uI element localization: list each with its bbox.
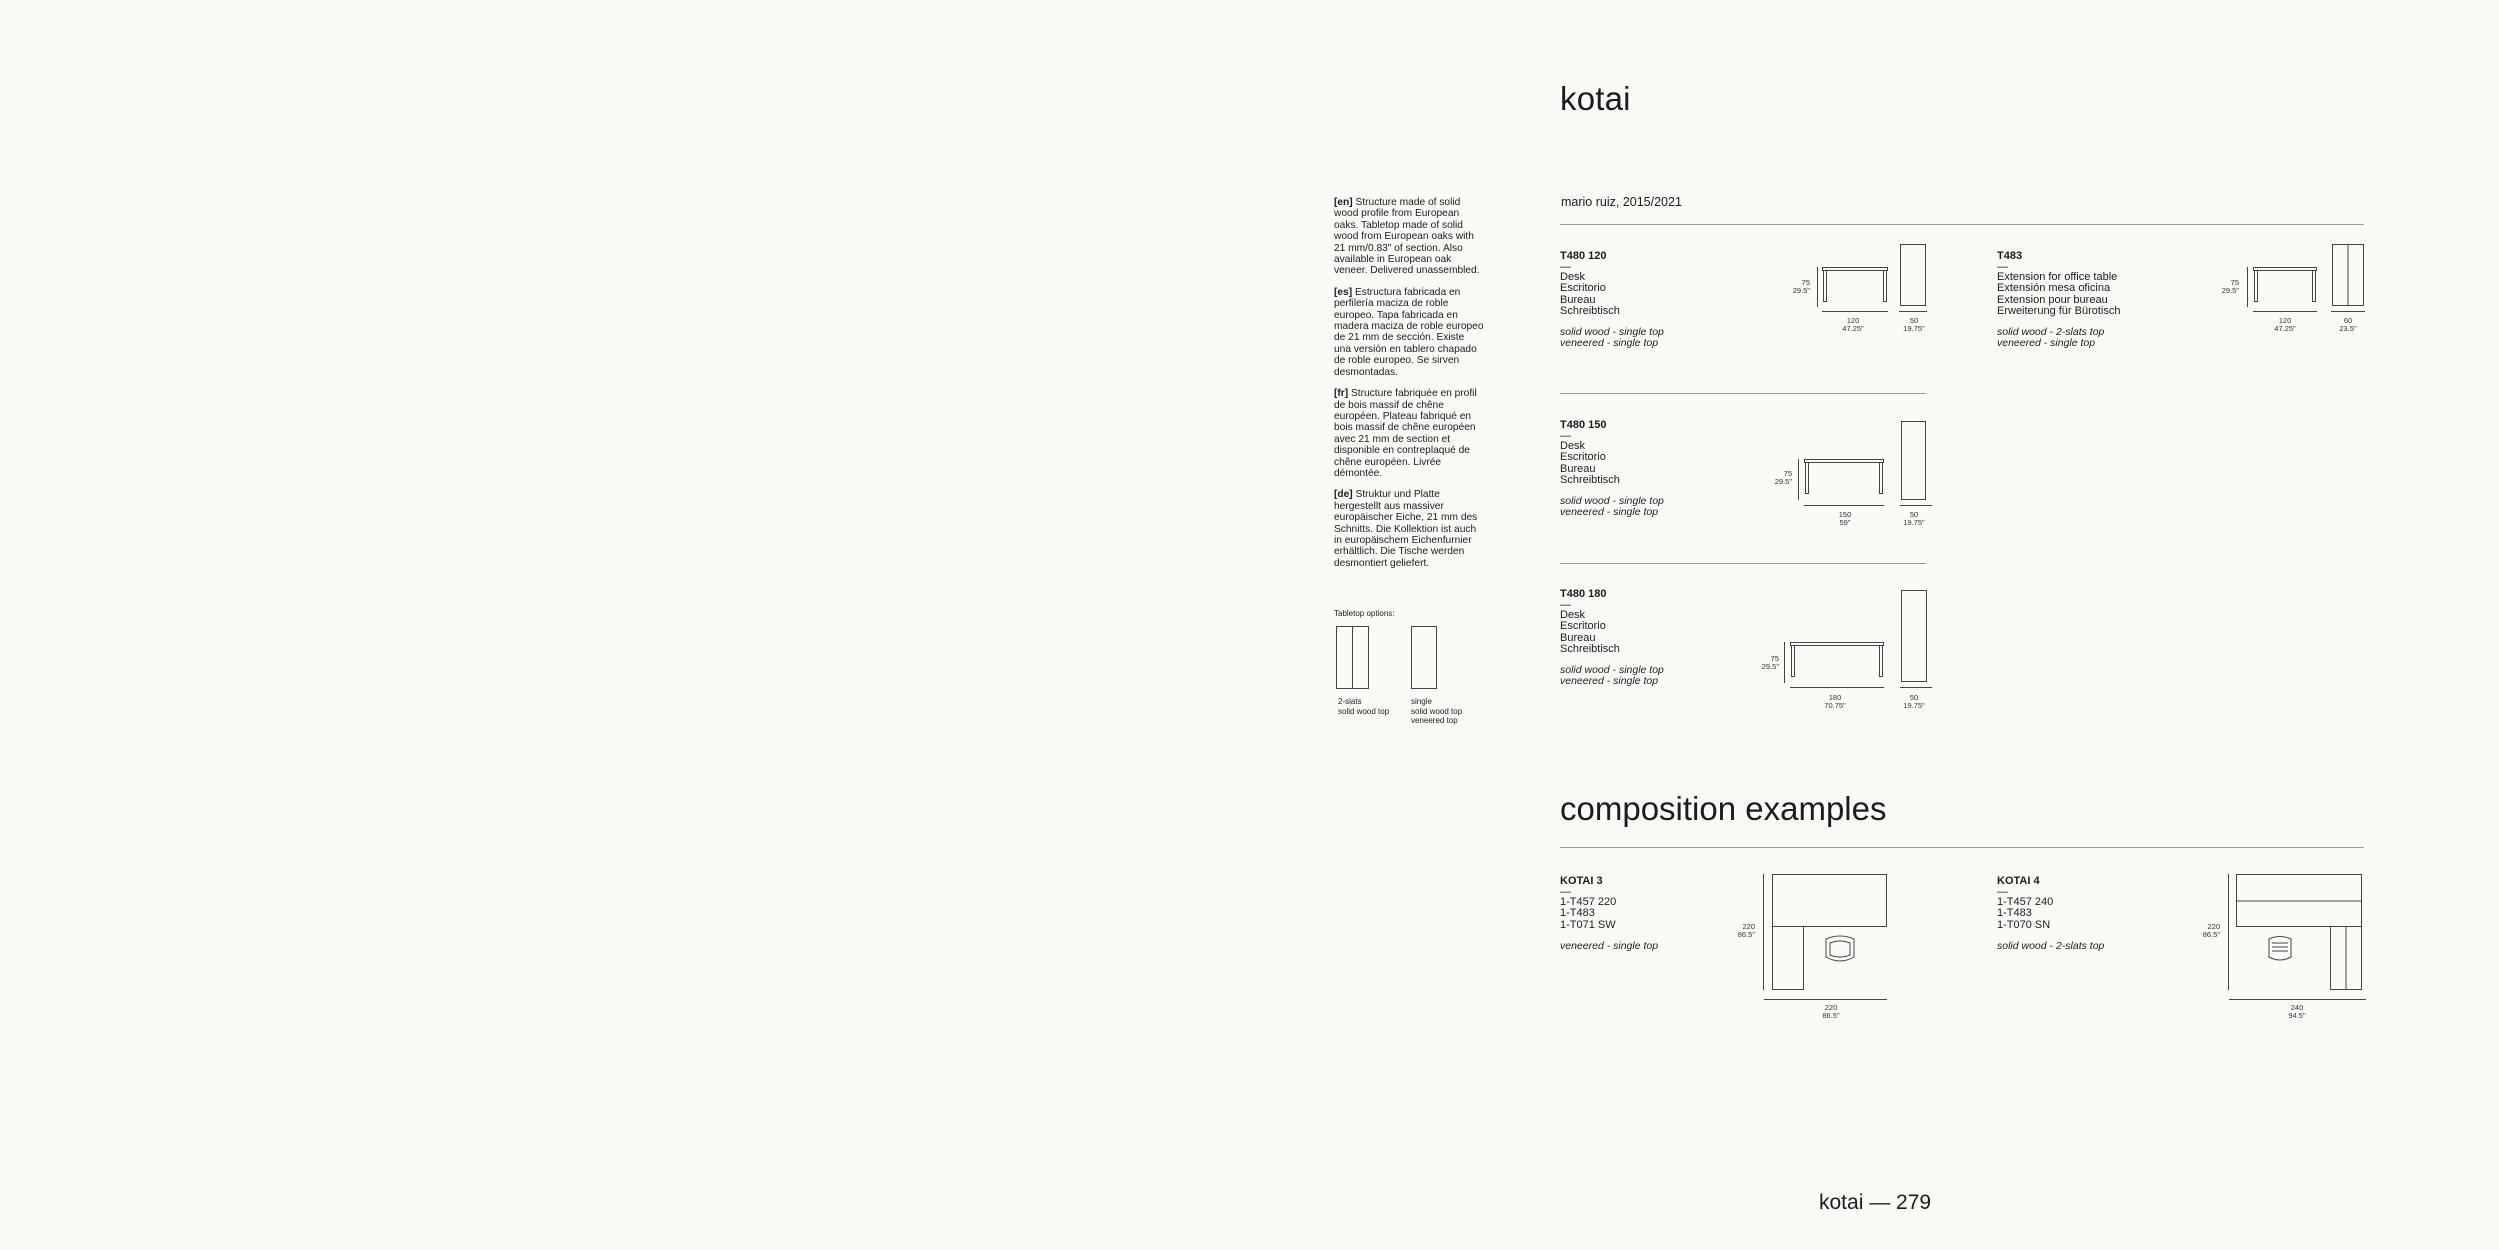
product-t480-150: T480 150 — Desk Escritorio Bureau Schreibtisch solid wood - single top veneered - single top — [1560, 419, 1664, 519]
description-es: [es] Estructura fabricada en perfilería maciza de roble europeo. Tapa fabricada en madera maciza de roble europeo de 21 mm de sección. Existe una versión en tablero chapado de roble europeo. Se sirven desmontadas. — [1334, 286, 1484, 378]
t483-height: 75 29.5" — [2221, 278, 2239, 295]
product-description — [1334, 197, 1484, 579]
t480-180-drawing — [1782, 590, 1937, 690]
t483-drawing — [2245, 244, 2370, 314]
product-t480-120: T480 120 — Desk Escritorio Bureau Schreibtisch solid wood - single top veneered - single top — [1560, 250, 1664, 350]
main-desk-top — [1773, 875, 1887, 927]
t480-120-depth: 50 19.75" — [1903, 316, 1925, 333]
page-title: kotai — [1560, 80, 1631, 117]
single-top-shape — [1412, 627, 1437, 689]
kotai-3-plan-drawing — [1760, 873, 1895, 1003]
kotai-3-width: 220 86.5" — [1822, 1003, 1840, 1020]
table-top-side — [1902, 422, 1926, 500]
tabletop-options-label: Tabletop options: — [1334, 609, 1395, 618]
chair-outline — [2269, 937, 2291, 961]
t480-120-height: 75 29.5" — [1792, 278, 1810, 295]
product-t483: T483 — Extension for office table Extensión mesa oficina Extension pour bureau Erweiterung für Bürotisch solid wood - 2-slats top veneered - single top — [1997, 250, 2121, 350]
table-top-side — [1901, 245, 1926, 306]
description-fr: [fr] Structure fabriquée en profil de bois massif de chêne européen. Plateau fabriqué en bois massif de chêne européen avec 21 mm de section et disponible en contreplaqué de chêne européen. Livrée démontée. — [1334, 388, 1477, 479]
t480-150-depth: 50 19.75" — [1903, 510, 1925, 527]
page-footer: kotai — 279 — [1819, 1191, 1932, 1214]
t480-120-drawing — [1815, 244, 1935, 314]
kotai-4-width: 240 94.5" — [2288, 1003, 2306, 1020]
chair-seat — [1830, 941, 1850, 957]
extension-top — [1773, 927, 1804, 990]
t480-150-height: 75 29.5" — [1774, 469, 1792, 486]
table-top-front — [1791, 643, 1884, 646]
table-leg-left — [1824, 271, 1827, 302]
table-top-front — [1805, 460, 1884, 463]
table-top-front — [1823, 268, 1888, 271]
table-leg-right — [1880, 646, 1883, 677]
section-divider — [1560, 563, 1926, 564]
t483-depth: 60 23.5" — [2339, 316, 2357, 333]
option-two-slats: 2-slats solid wood top — [1338, 697, 1390, 716]
section-divider — [1560, 393, 1926, 394]
table-leg-left — [1792, 646, 1795, 677]
designer-credit: mario ruiz, 2015/2021 — [1561, 195, 1682, 209]
t480-180-width: 180 70.75" — [1824, 693, 1846, 710]
table-leg-left — [1806, 463, 1809, 494]
kotai-4-plan-drawing — [2225, 873, 2370, 1003]
kotai-4-depth: 220 86.5" — [2202, 922, 2220, 939]
table-top-side — [1902, 591, 1927, 682]
header-divider — [1560, 224, 2364, 225]
extension-leg-left — [2255, 271, 2258, 302]
t480-150-width: 150 59" — [1838, 510, 1852, 527]
t480-150-drawing — [1796, 421, 1936, 509]
t483-width: 120 47.25" — [2274, 316, 2296, 333]
description-de: [de] Struktur und Platte hergestellt aus massiver europäischer Eiche, 21 mm des Schnitts. Die Kollektion ist auch in europäischem Eichenfurnier erhältlich. Die Tische werden desmontiert geliefert. — [1334, 489, 1478, 569]
composition-kotai-3: KOTAI 3 — 1-T457 220 1-T483 1-T071 SW veneered - single top — [1560, 875, 1659, 952]
t480-180-depth: 50 19.75" — [1903, 693, 1925, 710]
table-leg-right — [1884, 271, 1887, 302]
t480-120-width: 120 47.25" — [1842, 316, 1864, 333]
composition-kotai-4: KOTAI 4 — 1-T457 240 1-T483 1-T070 SN solid wood - 2-slats top — [1997, 875, 2105, 952]
description-en: [en] Structure made of solid wood profile from European oaks. Tabletop made of solid wood from European oaks with 21 mm/0.83" of section. Also available in European oak veneer. Delivered unassembled. — [1334, 197, 1480, 277]
extension-leg-right — [2313, 271, 2316, 302]
t480-180-height: 75 29.5" — [1761, 654, 1779, 671]
composition-title: composition examples — [1560, 790, 1887, 827]
product-t480-180: T480 180 — Desk Escritorio Bureau Schreibtisch solid wood - single top veneered - single top — [1560, 588, 1664, 688]
table-leg-right — [1880, 463, 1883, 494]
composition-divider — [1560, 847, 2364, 848]
extension-top-front — [2254, 268, 2317, 271]
kotai-3-depth: 220 86.5" — [1737, 922, 1755, 939]
option-single: single solid wood top veneered top — [1411, 697, 1463, 725]
tabletop-options-drawing — [1336, 624, 1456, 690]
